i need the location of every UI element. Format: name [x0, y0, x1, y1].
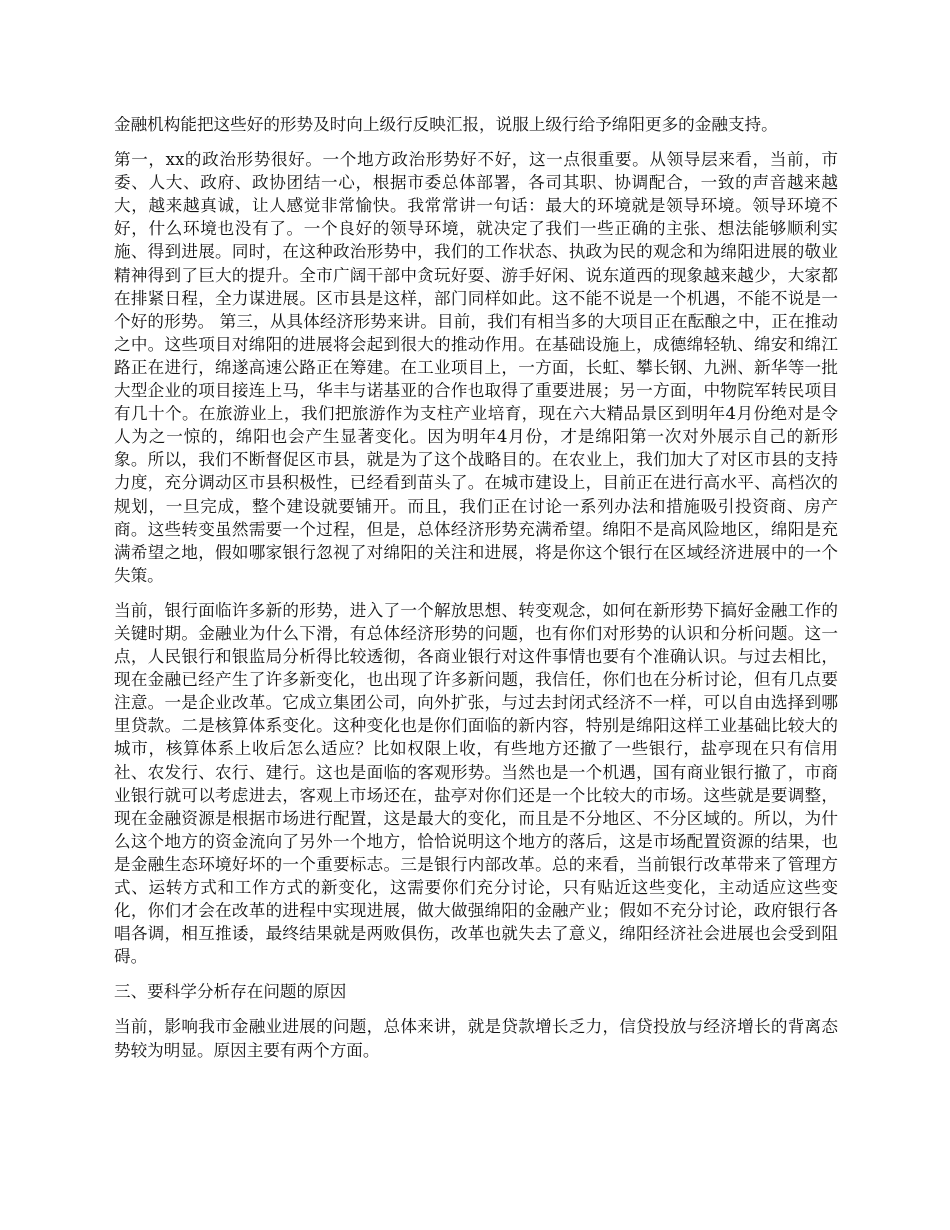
paragraph-problem-causes: 当前，影响我市金融业进展的问题，总体来讲，就是贷款增长乏力，信贷投放与经济增长的背离态势较为明显。原因主要有两个方面。 [114, 1017, 838, 1060]
section-heading: 三、要科学分析存在问题的原因 [114, 982, 347, 1002]
document-page [114, 113, 838, 1074]
paragraph-intro: 金融机构能把这些好的形势及时向上级行反映汇报，说服上级行给予绵阳更多的金融支持。 [114, 115, 778, 134]
paragraph-banking-situation: 当前，银行面临许多新的形势，进入了一个解放思想、转变观念，如何在新形势下搞好金融工作的关键时期。金融业为什么下滑，有总体经济形势的问题，也有你们对形势的认识和分析问题。这一点，人民银行和银监局分析得比较透彻，各商业银行对这件事情也要有个准确认识。与过去相比，现在金融已经产生了许多新变化，也出现了许多新问题，我信任，你们也在分析讨论，但有几点要注意。一是企业改革。它成立集团公司，向外扩张，与过去封闭式经济不一样，可以自由选择到哪里贷款。二是核算体系变化。这种变化也是你们面临的新内容，特别是绵阳这样工业基础比较大的城市，核算体系上收后怎么适应？比如权限上收，有些地方还撤了一些银行，盐亭现在只有信用社、农发行、农行、建行。这也是面临的客观形势。当然也是一个机遇，国有商业银行撤了，市商业银行就可以考虑进去，客观上市场还在，盐亭对你们还是一个比较大的市场。这些就是要调整，现在金融资源是根据市场进行配置，这是最大的变化，而且是不分地区、不分区域的。所以，为什么这个地方的资金流向了另外一个地方，恰恰说明这个地方的落后，这是市场配置资源的结果，也是金融生态环境好坏的一个重要标志。三是银行内部改革。总的来看，当前银行改革带来了管理方式、运转方式和工作方式的新变化，这需要你们充分讨论，只有贴近这些变化，主动适应这些变化，你们才会在改革的进程中实现进展，做大做强绵阳的金融产业；假如不充分讨论，政府银行各唱各调，相互推诿，最终结果就是两败俱伤，改革也就失去了意义，绵阳经济社会进展也会受到阻碍。 [114, 600, 838, 967]
paragraph-political-situation: 第一，xx的政治形势很好。一个地方政治形势好不好，这一点很重要。从领导层来看，当前，市委、人大、政府、政协团结一心，根据市委总体部署，各司其职、协调配合，一致的声音越来越大，越来越真诚，让人感觉非常愉快。我常常讲一句话：最大的环境就是领导环境。领导环境不好，什么环境也没有了。一个良好的领导环境，就决定了我们一些正确的主张、想法能够顺利实施、得到进展。同时，在这种政治形势中，我们的工作状态、执政为民的观念和为绵阳进展的敬业精神得到了巨大的提升。全市广阔干部中贪玩好耍、游手好闲、说东道西的现象越来越少，大家都在排紧日程，全力谋进展。区市县是这样，部门同样如此。这不能不说是一个机遇，不能不说是一个好的形势。 第三，从具体经济形势来讲。目前，我们有相当多的大项目正在酝酿之中，正在推动之中。这些项目对绵阳的进展将会起到很大的推动作用。在基础设施上，成德绵轻轨、绵安和绵江路正在进行，绵遂高速公路正在筹建。在工业项目上，一方面，长虹、攀长钢、九洲、新华等一批大型企业的项目接连上马，华丰与诺基亚的合作也取得了重要进展；另一方面，中物院军转民项目有几十个。在旅游业上，我们把旅游作为支柱产业培育，现在六大精品景区到明年4月份绝对是令人为之一惊的，绵阳也会产生显著变化。因为明年4月份，才是绵阳第一次对外展示自己的新形象。所以，我们不断督促区市县，就是为了这个战略目的。在农业上，我们加大了对区市县的支持力度，充分调动区市县积极性，已经看到苗头了。在城市建设上，目前正在进行高水平、高档次的规划，一旦完成，整个建设就要铺开。而且，我们正在讨论一系列办法和措施吸引投资商、房产商。这些转变虽然需要一个过程，但是，总体经济形势充满希望。绵阳不是高风险地区，绵阳是充满希望之地，假如哪家银行忽视了对绵阳的关注和进展，将是你这个银行在区域经济进展中的一个失策。 [114, 150, 838, 585]
